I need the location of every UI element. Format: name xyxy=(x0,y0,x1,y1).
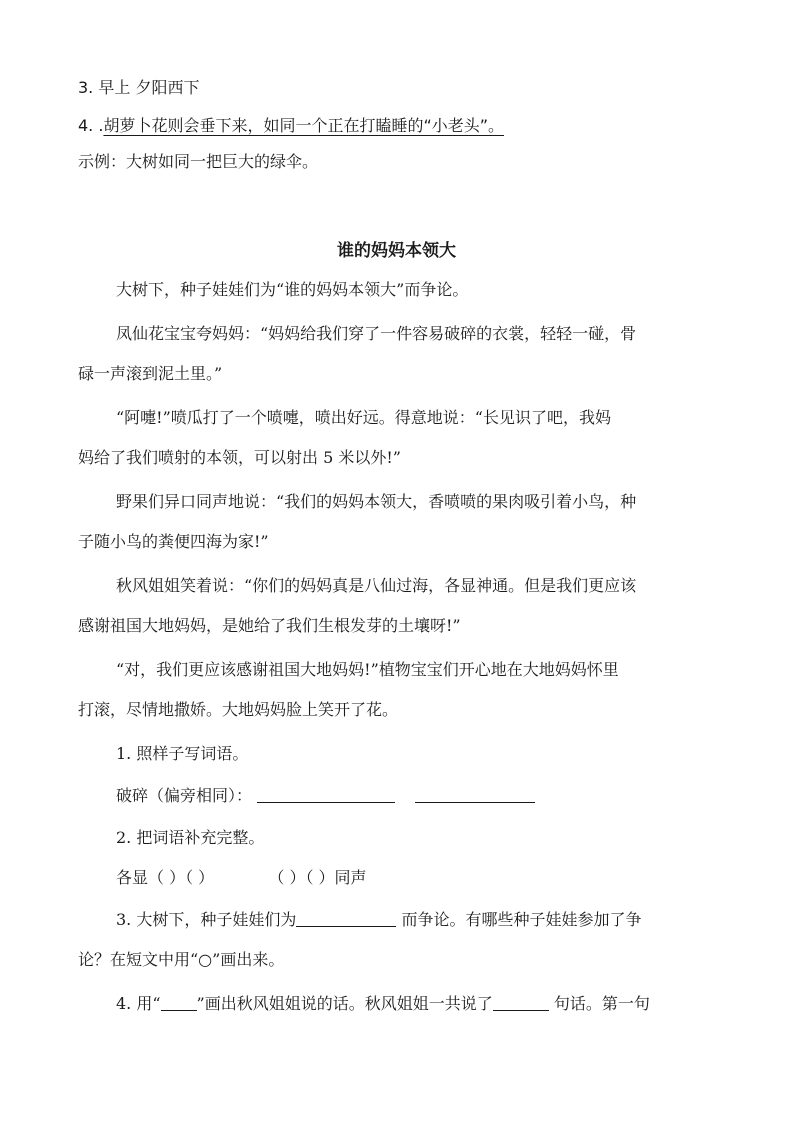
answer-example: 示例：大树如同一把巨大的绿伞。 xyxy=(78,152,319,171)
story-paragraph-6-line-1: “对，我们更应该感谢祖国大地妈妈!”植物宝宝们开心地在大地妈妈怀里 xyxy=(116,660,619,679)
answer-blank-4[interactable] xyxy=(493,992,549,1011)
question-4-text-middle: ”画出秋风姐姐说的话。秋风姐姐一共说了 xyxy=(196,994,493,1013)
story-paragraph-5-line-2: 感谢祖国大地妈妈，是她给了我们生根发芽的土壤呀!” xyxy=(78,616,461,635)
answer-3: 3. 早上 夕阳西下 xyxy=(78,78,200,97)
idiom-1: 各显（ ）（ ） xyxy=(116,868,215,887)
question-1: 1. 照样子写词语。 xyxy=(116,744,249,763)
line-symbol-blank xyxy=(161,992,197,1011)
question-3-line-2: 论？在短文中用“○”画出来。 xyxy=(78,950,285,969)
question-3-text-after: 而争论。有哪些种子娃娃参加了争 xyxy=(401,910,642,929)
story-paragraph-2-line-2: 碌一声滚到泥土里。” xyxy=(78,364,223,383)
question-2-answer-row xyxy=(116,866,728,890)
story-paragraph-3-line-2: 妈给了我们喷射的本领，可以射出 5 米以外!” xyxy=(78,448,401,467)
story-title: 谁的妈妈本领大 xyxy=(337,241,456,261)
question-3-text-before: 3. 大树下，种子娃娃们为 xyxy=(116,910,297,929)
answer-blank-3[interactable] xyxy=(296,908,396,927)
question-2: 2. 把词语补充完整。 xyxy=(116,828,265,847)
question-4-text-after: 句话。第一句 xyxy=(553,994,650,1013)
question-4-line-1 xyxy=(116,992,728,1016)
answer-blank-1[interactable] xyxy=(257,784,395,803)
story-paragraph-5-line-1: 秋风姐姐笑着说：“你们的妈妈真是八仙过海，各显神通。但是我们更应该 xyxy=(116,576,637,595)
question-4-text-before: 4. 用“ xyxy=(116,994,161,1013)
answer-4-number: 4. . xyxy=(78,116,104,135)
answer-blank-2[interactable] xyxy=(415,784,535,803)
story-paragraph-4-line-1: 野果们异口同声地说：“我们的妈妈本领大，香喷喷的果肉吸引着小鸟，种 xyxy=(116,492,637,511)
question-1-answer-row xyxy=(116,784,728,808)
story-paragraph-3-line-1: “阿嚏!”喷瓜打了一个喷嚏，喷出好远。得意地说：“长见识了吧，我妈 xyxy=(116,408,611,427)
story-paragraph-1: 大树下，种子娃娃们为“谁的妈妈本领大”而争论。 xyxy=(116,280,469,299)
question-1-prompt: 破碎（偏旁相同）： xyxy=(116,786,253,805)
story-paragraph-6-line-2: 打滚，尽情地撒娇。大地妈妈脸上笑开了花。 xyxy=(78,700,399,719)
story-paragraph-4-line-2: 子随小鸟的粪便四海为家!” xyxy=(78,532,269,551)
idiom-2: （ ）（ ）同声 xyxy=(268,868,367,887)
answer-4 xyxy=(78,114,728,138)
story-paragraph-2-line-1: 凤仙花宝宝夸妈妈：“妈妈给我们穿了一件容易破碎的衣裳，轻轻一碰，骨 xyxy=(116,324,637,343)
answer-4-text: 胡萝卜花则会垂下来，如同一个正在打瞌睡的“小老头”。 xyxy=(103,116,505,135)
question-3-line-1 xyxy=(116,908,728,932)
